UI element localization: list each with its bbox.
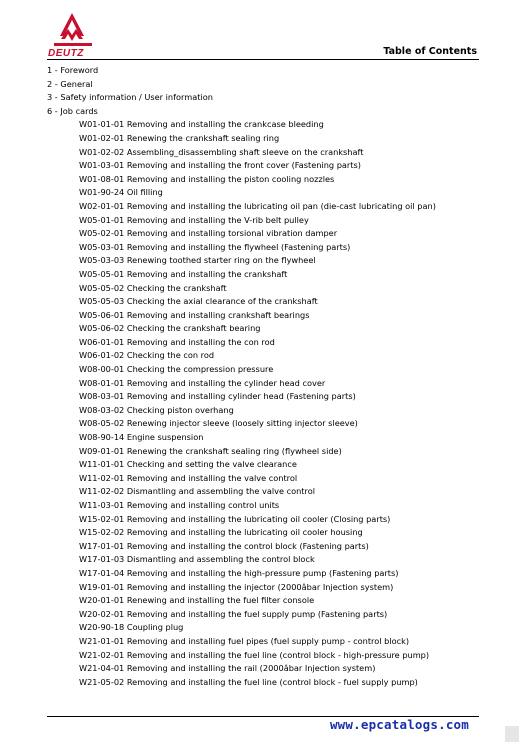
header-divider [47,59,479,60]
job-card-entry[interactable]: W01-02-01 Renewing the crankshaft sealing ring [79,132,280,143]
job-card-entry[interactable]: W05-01-01 Removing and installing the V-rib belt pulley [79,214,309,225]
job-card-entry[interactable]: W01-01-01 Removing and installing the crankcase bleeding [79,119,324,130]
job-card-entry[interactable]: W01-02-02 Assembling_disassembling shaft sleeve on the crankshaft [79,146,364,157]
job-card-entry[interactable]: W20-90-18 Coupling plug [79,622,184,633]
job-card-entry[interactable]: W06-01-02 Checking the con rod [79,350,215,361]
job-card-entry[interactable]: W21-01-01 Removing and installing fuel pipes (fuel supply pump - control block) [79,635,410,646]
job-card-entry[interactable]: W15-02-02 Removing and installing the lubricating oil cooler housing [79,527,363,538]
job-card-entry[interactable]: W15-02-01 Removing and installing the lubricating oil cooler (Closing parts) [79,513,391,524]
deutz-logo-icon [48,12,98,60]
table-of-contents [47,64,487,689]
page-title: Table of Contents [383,46,477,57]
job-card-entry[interactable]: W08-05-02 Renewing injector sleeve (loosely sitting injector sleeve) [79,418,358,429]
job-card-entry[interactable]: W09-01-01 Renewing the crankshaft sealing ring (flywheel side) [79,445,342,456]
job-card-entry[interactable]: W11-03-01 Removing and installing control units [79,500,280,510]
job-card-entry[interactable]: W05-03-01 Removing and installing the flywheel (Fastening parts) [79,241,351,252]
chapter-foreword[interactable]: 1 - Foreword [47,65,99,75]
job-card-entry[interactable]: W20-01-01 Renewing and installing the fuel filter console [79,595,315,606]
job-card-entry[interactable]: W01-03-01 Removing and installing the front cover (Fastening parts) [79,160,361,171]
chapter-job-cards[interactable]: 6 - Job cards [47,105,98,116]
job-card-entry[interactable]: W08-03-02 Checking piston overhang [79,404,234,415]
job-card-entry[interactable]: W21-04-01 Removing and installing the rail (2000âbar Injection system) [79,663,376,674]
job-card-entry[interactable]: W21-05-02 Removing and installing the fuel line (control block - fuel supply pump) [79,676,418,687]
job-card-entry[interactable]: W06-01-01 Removing and installing the con rod [79,336,275,347]
job-card-entry[interactable]: W05-06-02 Checking the crankshaft bearing [79,323,261,334]
job-card-entry[interactable]: W05-05-03 Checking the axial clearance of the crankshaft [79,296,318,307]
chapter-general[interactable]: 2 - General [47,78,93,89]
chapter-safety-information[interactable]: 3 - Safety information / User information [47,92,213,103]
job-card-entry[interactable]: W05-05-02 Checking the crankshaft [79,282,227,293]
job-card-entry[interactable]: W11-01-01 Checking and setting the valve clearance [79,459,297,470]
job-card-entry[interactable]: W17-01-03 Dismantling and assembling the control block [79,554,315,565]
job-card-entry[interactable]: W05-05-01 Removing and installing the crankshaft [79,268,288,279]
corner-fill [505,726,519,742]
job-card-entry[interactable]: W05-02-01 Removing and installing torsional vibration damper [79,228,338,239]
job-card-entry[interactable]: W11-02-02 Dismantling and assembling the valve control [79,486,315,497]
job-card-entry[interactable]: W01-08-01 Removing and installing the piston cooling nozzles [79,173,335,184]
job-card-entry[interactable]: W08-01-01 Removing and installing the cylinder head cover [79,377,326,388]
job-card-entry[interactable]: W21-02-01 Removing and installing the fuel line (control block - high-pressure pump) [79,649,430,660]
job-card-entry[interactable]: W05-03-03 Renewing toothed starter ring on the flywheel [79,255,316,266]
job-card-entry[interactable]: W05-06-01 Removing and installing crankshaft bearings [79,309,310,320]
job-card-entry[interactable]: W17-01-01 Removing and installing the control block (Fastening parts) [79,540,369,551]
job-card-entry[interactable]: W08-00-01 Checking the compression pressure [79,364,274,375]
job-card-entry[interactable]: W01-90-24 Oil filling [79,187,163,198]
job-card-entry[interactable]: W08-90-14 Engine suspension [79,432,204,443]
job-card-entry[interactable]: W11-02-01 Removing and installing the valve control [79,472,298,483]
brand-name: DEUTZ [48,48,84,59]
job-card-entry[interactable]: W17-01-04 Removing and installing the high-pressure pump (Fastening parts) [79,567,399,578]
job-card-entry[interactable]: W19-01-01 Removing and installing the injector (2000âbar Injection system) [79,581,394,592]
job-card-entry[interactable]: W02-01-01 Removing and installing the lubricating oil pan (die-cast lubricating oil pan) [79,200,436,211]
job-card-entry[interactable]: W08-03-01 Removing and installing cylinder head (Fastening parts) [79,391,356,402]
watermark-url: www.epcatalogs.com [329,717,469,732]
job-card-entry[interactable]: W20-02-01 Removing and installing the fuel supply pump (Fastening parts) [79,608,388,619]
